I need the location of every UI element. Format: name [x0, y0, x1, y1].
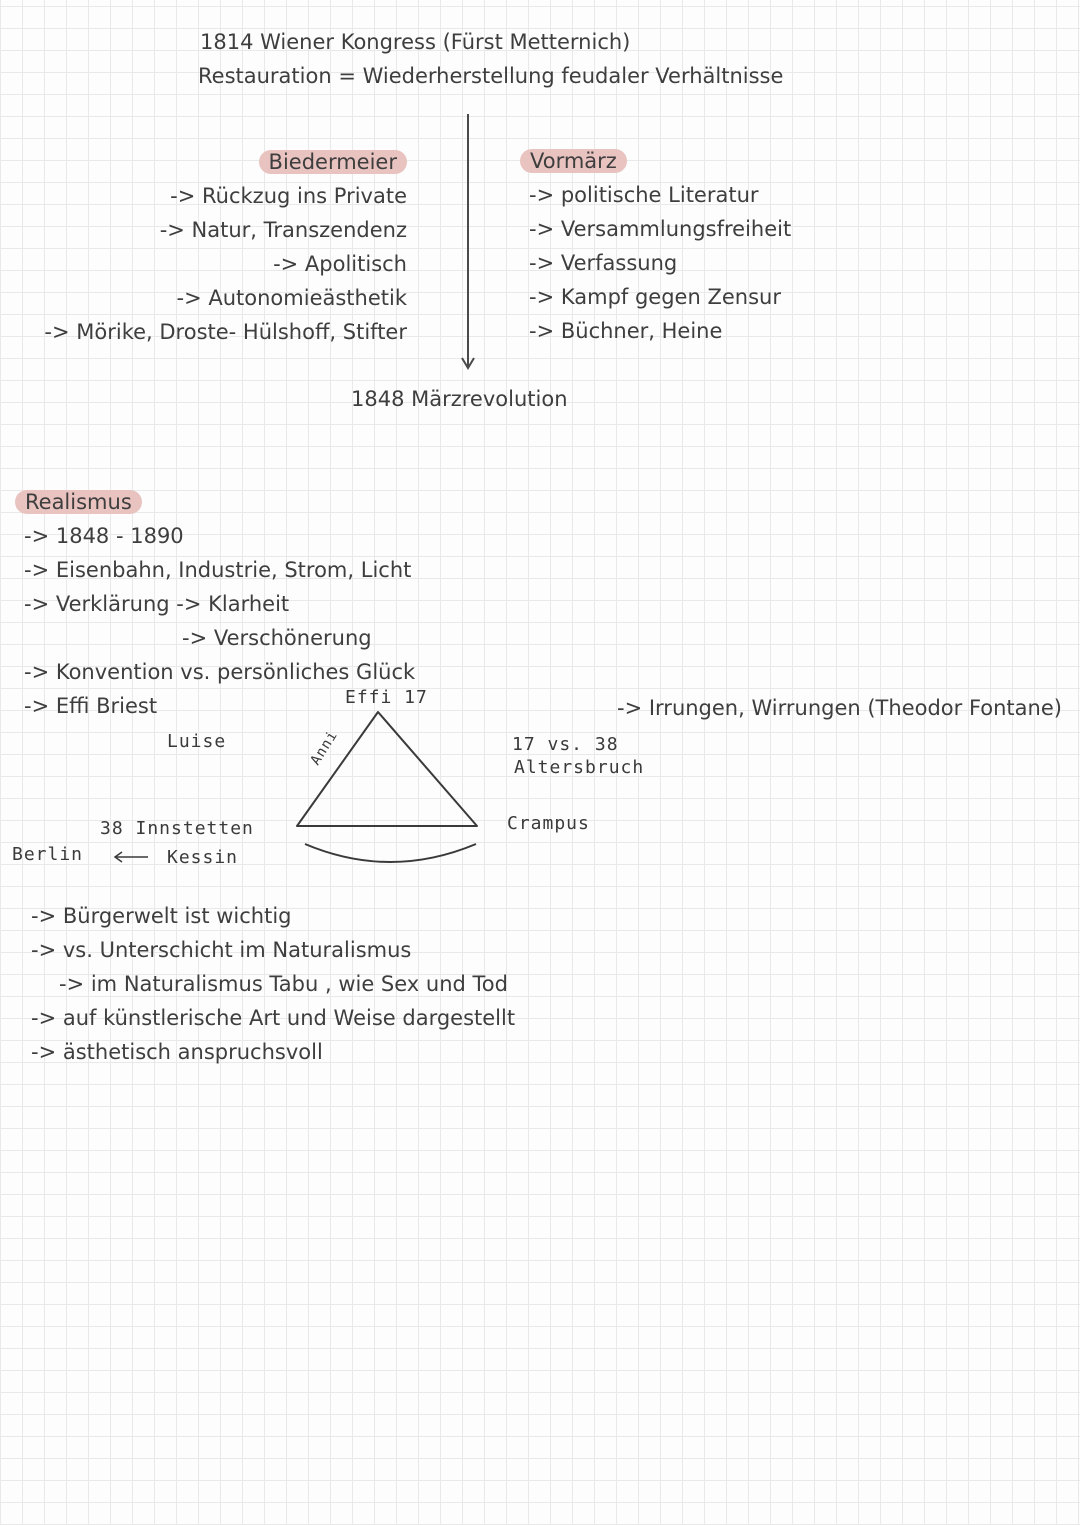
realismus-item: -> Verklärung -> Klarheit [24, 592, 290, 616]
header-line-1: 1814 Wiener Kongress (Fürst Metternich) [200, 30, 631, 54]
biedermeier-item: -> Mörike, Droste- Hülshoff, Stifter [44, 320, 407, 344]
realismus-item: -> Konvention vs. persönliches Glück [24, 660, 416, 684]
biedermeier-title: Biedermeier [259, 149, 407, 175]
bottom-item: -> Bürgerwelt ist wichtig [31, 904, 292, 928]
vormaerz-item: -> Büchner, Heine [529, 319, 723, 343]
realismus-item: -> Effi Briest [24, 694, 158, 718]
realismus-item: -> Verschönerung [182, 626, 372, 650]
vormaerz-item: -> Versammlungsfreiheit [529, 217, 792, 241]
bottom-item: -> vs. Unterschicht im Naturalismus [31, 938, 412, 962]
biedermeier-item: -> Rückzug ins Private [170, 184, 407, 208]
vormaerz-item: -> Verfassung [529, 251, 678, 275]
vormaerz-title: Vormärz [520, 148, 627, 174]
bottom-item: -> auf künstlerische Art und Weise dargestellt [31, 1006, 516, 1030]
header-line-2: Restauration = Wiederherstellung feudaler Verhältnisse [198, 64, 784, 88]
realismus-title: Realismus [15, 489, 142, 515]
biedermeier-item: -> Apolitisch [273, 252, 407, 276]
biedermeier-item: -> Natur, Transzendenz [159, 218, 407, 242]
berlin-label: Berlin [12, 844, 84, 865]
crampus-label: Crampus [507, 813, 590, 834]
anni-label: Anni [307, 727, 342, 769]
kessin-label: Kessin [167, 847, 239, 868]
altersbruch-label: Altersbruch [514, 757, 645, 778]
realismus-side-note: -> Irrungen, Wirrungen (Theodor Fontane) [617, 696, 1062, 720]
innstetten-label: 38 Innstetten [100, 818, 254, 839]
realismus-item: -> 1848 - 1890 [24, 524, 184, 548]
vormaerz-item: -> Kampf gegen Zensur [529, 285, 781, 309]
effi-label: Effi 17 [345, 687, 428, 708]
vormaerz-item: -> politische Literatur [529, 183, 759, 207]
age-gap-label: 17 vs. 38 [512, 734, 619, 755]
luise-label: Luise [167, 731, 227, 752]
bottom-item: -> im Naturalismus Tabu , wie Sex und Tod [59, 972, 508, 996]
revolution-label: 1848 Märzrevolution [351, 387, 568, 411]
bottom-item: -> ästhetisch anspruchsvoll [31, 1040, 323, 1064]
realismus-item: -> Eisenbahn, Industrie, Strom, Licht [24, 558, 412, 582]
biedermeier-item: -> Autonomieästhetik [176, 286, 407, 310]
